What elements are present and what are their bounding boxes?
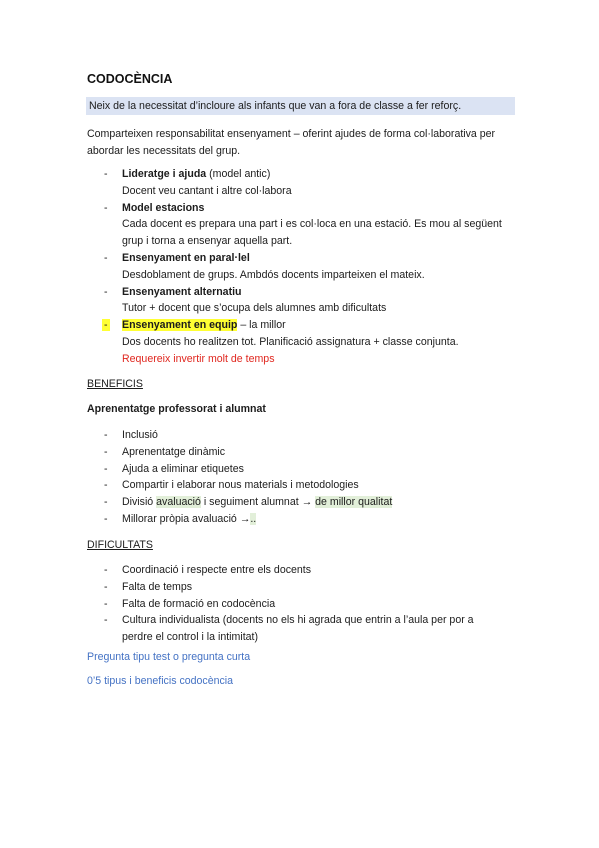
beneficis-list	[87, 427, 527, 528]
beneficis-subheading: Aprenentatge professorat i alumnat	[87, 403, 266, 415]
list-item-text: Falta de temps	[122, 580, 193, 593]
list-item	[87, 596, 527, 613]
dash-bullet: -	[104, 429, 108, 441]
models-list	[87, 166, 527, 368]
model-note: Requereix invertir molt de temps	[122, 352, 275, 365]
list-item-text: perdre el control i la intimitat)	[122, 631, 259, 644]
list-item-text: Coordinació i respecte entre els docents	[122, 564, 312, 576]
list-item	[87, 562, 527, 579]
list-item	[87, 477, 527, 494]
model-desc: Dos docents ho realitzen tot. Planificació assignatura + classe conjunta.	[122, 335, 459, 348]
highlighted-text: ..	[250, 512, 257, 525]
dash-bullet: -	[104, 512, 108, 525]
beneficis-heading: BENEFICIS	[87, 378, 143, 390]
model-desc: Docent veu cantant i altre col·labora	[122, 184, 292, 197]
list-item-text: Cultura individualista (docents no els hi agrada que entrin a l’aula per por a	[122, 614, 474, 627]
list-item	[87, 166, 527, 200]
model-desc: grup i torna a ensenyar aquella part.	[122, 235, 293, 248]
list-item	[87, 612, 527, 646]
score-note: 0’5 tipus i beneficis codocència	[87, 675, 234, 687]
model-desc: Cada docent es prepara una part i es col·loca en una estació. Es mou al següent	[122, 218, 502, 231]
dash-bullet: -	[104, 319, 108, 332]
list-item	[87, 461, 527, 478]
model-name: Lideratge i ajuda	[122, 168, 207, 180]
dash-bullet: -	[104, 564, 108, 576]
highlighted-text: avaluació	[156, 496, 201, 509]
intro-banner: Neix de la necessitat d’incloure als infants que van a fora de classe a fer reforç.	[86, 97, 515, 115]
list-item	[87, 511, 527, 528]
list-item-text: Divisió	[122, 496, 157, 509]
list-item	[87, 427, 527, 444]
list-item	[87, 579, 527, 596]
list-item	[87, 494, 527, 511]
list-item	[87, 200, 527, 250]
model-name: Ensenyament alternatiu	[122, 285, 242, 298]
page-title: CODOCÈNCIA	[87, 72, 173, 86]
list-item-text: i seguiment alumnat →	[200, 496, 316, 509]
list-item-text: Ajuda a eliminar etiquetes	[122, 462, 244, 475]
list-item	[87, 444, 527, 461]
list-item	[87, 317, 527, 367]
dash-bullet: -	[104, 479, 108, 492]
exam-note: Pregunta tipu test o pregunta curta	[87, 651, 251, 663]
highlighted-text: de millor qualitat	[315, 496, 393, 509]
dash-bullet: -	[104, 201, 108, 214]
list-item-text: Compartir i elaborar nous materials i metodologies	[122, 479, 359, 492]
intro-paragraph: Comparteixen responsabilitat ensenyament – oferint ajudes de forma col·laborativa per abordar les necessitats del grup.	[87, 128, 496, 157]
model-desc: Tutor + docent que s’ocupa dels alumnes amb dificultats	[122, 302, 387, 315]
list-item	[87, 250, 527, 284]
dash-bullet: -	[104, 285, 108, 298]
dash-bullet: -	[104, 462, 108, 475]
model-suffix: – la millor	[237, 319, 286, 332]
list-item	[87, 284, 527, 318]
dificultats-list	[87, 562, 527, 646]
list-item-text: Millorar pròpia avaluació →	[122, 512, 251, 525]
dash-bullet: -	[104, 597, 108, 610]
list-item-text: Inclusió	[122, 429, 158, 441]
dash-bullet: -	[104, 445, 108, 458]
list-item-text: Falta de formació en codocència	[122, 597, 276, 610]
dash-bullet: -	[104, 614, 108, 627]
dificultats-heading: DIFICULTATS	[87, 539, 153, 551]
dash-bullet: -	[104, 168, 108, 180]
dash-bullet: -	[104, 496, 108, 509]
dash-bullet: -	[104, 580, 108, 593]
model-name: Ensenyament en paral·lel	[122, 251, 250, 264]
model-desc: Desdoblament de grups. Ambdós docents imparteixen el mateix.	[122, 268, 425, 281]
model-name: Ensenyament en equip	[122, 319, 238, 332]
model-name: Model estacions	[122, 201, 205, 214]
list-item-text: Aprenentatge dinàmic	[122, 445, 226, 458]
model-suffix: (model antic)	[206, 168, 271, 180]
dash-bullet: -	[104, 251, 108, 264]
